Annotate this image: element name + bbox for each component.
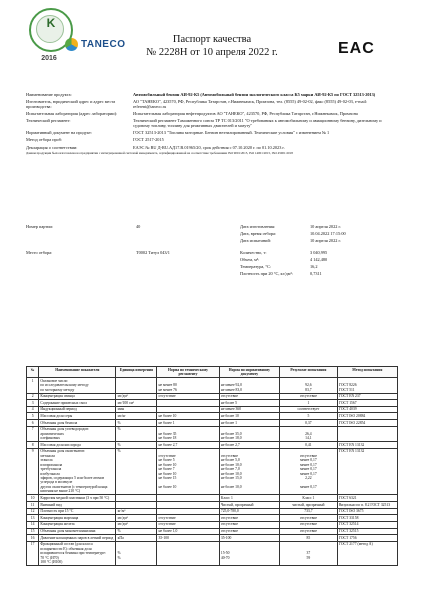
detail-value: 16,2 (310, 264, 318, 269)
table-cell: ГОСТ 32515 (337, 528, 397, 535)
table-cell (157, 400, 219, 407)
table-row (27, 400, 398, 407)
table-cell: 35-100 (219, 535, 279, 542)
table-row (27, 528, 398, 535)
table-cell: отсутствие (219, 521, 279, 528)
table-row (27, 413, 398, 420)
table-cell: 3 (27, 400, 39, 407)
table-cell: ГОСТ 32514 (337, 521, 397, 528)
detail-label: Температура, °С: (240, 264, 272, 269)
table-cell: Концентрация железа (39, 521, 116, 528)
table-cell: 16 (27, 535, 39, 542)
table-cell: % (116, 448, 157, 495)
detail-value: 0,7311 (310, 271, 322, 276)
table-cell: 26,4 14,1 (280, 426, 337, 442)
meta-value: АО "ТАНЕКО", 423570, РФ, Республика Татарстан, г.Нижнекамск, Промзона, тел. (8555) 49-02-02, факс (8555) 49-02-03, e-mail: referent@taneco.ru (133, 99, 368, 110)
meta-row (26, 118, 398, 128)
table-cell: 17 (27, 541, 39, 565)
meta-label: Нормативный документ на продукт: (26, 130, 93, 136)
table-cell: ГОСТ 2177 (метод А) (337, 541, 397, 565)
table-cell: 10 (27, 495, 39, 502)
table-cell: Визуально по п. 8.2 ГОСТ 32513 (337, 502, 397, 509)
table-cell: не менее 360 (219, 406, 279, 413)
column-header: Норма по нормативному документу (219, 367, 279, 378)
table-cell: ГОСТ ISO 3675 (337, 508, 397, 515)
table-cell: отсутствие (280, 521, 337, 528)
meta-label: Декларация о соответствии: (26, 144, 78, 150)
table-cell: ГОСТ EN 13132 (337, 442, 397, 449)
table-cell: отсутствие (280, 515, 337, 522)
table-row (27, 502, 398, 509)
table-row (27, 406, 398, 413)
table-cell (157, 541, 219, 565)
table-cell: чистый, прозрачный (280, 502, 337, 509)
table-cell: Объемная доля монометиланилина (39, 528, 116, 535)
table-cell: мин (116, 406, 157, 413)
table-cell: Концентрация марганца (39, 515, 116, 522)
table-cell: не более 1 (219, 420, 279, 427)
table-cell: отсутствие (157, 393, 219, 400)
table-cell (157, 406, 219, 413)
table-cell: 13 (27, 515, 39, 522)
table-cell: не более 1 (157, 420, 219, 427)
meta-value: Испытательная лаборатория нефтепродуктов АО "ТАНЕКО", 423570, РФ, Республика Татарстан, г.Нижнекамск, Промзона (133, 111, 358, 117)
table-cell: Содержание примесных смол (39, 400, 116, 407)
seal-emblem-icon: K (29, 8, 73, 52)
column-header: Норма по техническому регламенту (157, 367, 219, 378)
table-cell (337, 426, 397, 442)
table-cell: кг/м³ (116, 508, 157, 515)
table-cell: ГОСТ 1567 (337, 400, 397, 407)
table-cell: Индукционный период (39, 406, 116, 413)
table-cell: Октановое число: по исследовательскому методу по моторному методу (39, 378, 116, 394)
table-row (27, 426, 398, 442)
meta-label: Метод отбора проб: (26, 137, 63, 143)
table-cell: отсутствие (280, 393, 337, 400)
table-cell: мг/кг (116, 413, 157, 420)
meta-label: Изготовитель, юридический адрес и адрес места производства: (26, 99, 116, 110)
meta-row (26, 145, 398, 150)
table-row (27, 495, 398, 502)
table-cell: ГОСТ 8226 ГОСТ 511 (337, 378, 397, 394)
table-cell: ГОСТ 4039 (337, 406, 397, 413)
table-cell: Фракционный состав (для класса испаряемости Е): объемная доля испарившегося бензина при температуре: 70 °С (И70) 100 °С (И100) (39, 541, 116, 565)
table-cell (157, 502, 219, 509)
meta-label: Наименование продукта: (26, 92, 72, 97)
table-cell: Класс 1 (280, 495, 337, 502)
table-cell: отсутствие не более 5 не более 10 не более 7 не более 10 не более 15 не более 10 (157, 448, 219, 495)
table-cell: % % (116, 541, 157, 565)
table-cell: Концентрация свинца (39, 393, 116, 400)
seal-year: 2016 (41, 55, 57, 62)
table-cell: не более 10 (157, 413, 219, 420)
table-cell: ГОСТ EN 237 (337, 393, 397, 400)
table-row (27, 420, 398, 427)
meta-row (26, 137, 398, 142)
table-cell: не более 10 (219, 413, 279, 420)
table-cell: Чистый, прозрачный (219, 502, 279, 509)
table-row (27, 508, 398, 515)
brand-name: TANECO (81, 39, 126, 50)
eac-mark: EAC (338, 40, 375, 57)
document-meta (26, 92, 398, 158)
column-header: № (27, 367, 39, 378)
table-cell: Объемная доля углеводородов: ароматических олефиновых (39, 426, 116, 442)
table-cell: Плотность при 15 °С (39, 508, 116, 515)
iso-note: Данная продукция была изготовлена на предприятии с интегрированной системой менеджмента, сертифицированной на соответствие требованиям ISO 9001:2015, ISO 14001:2015, ISO 45001:2018 (26, 150, 293, 155)
table-cell: ГОСТ 1756 (337, 535, 397, 542)
table-cell: Массовая доля серы (39, 413, 116, 420)
batch-value: 40 (136, 224, 141, 229)
table-cell: Объемная доля оксигенатов: метанола этанола изопропанола третбутанола изобутанола эфиров, содержащих 5 или более атомов углерода в молекуле других оксигенатов (с температурой конца кипения не выше 210 °С) (39, 448, 116, 495)
table-cell: Класс 1 (219, 495, 279, 502)
meta-value: ЕАЭС № RU Д-RU.АД17.В.01965/20, срок действия с 07.10.2020 г. по 01.10.2023 г. (133, 144, 285, 150)
table-cell: не более 35 не более 18 (157, 426, 219, 442)
meta-row (26, 130, 398, 135)
table-cell: 8 (27, 442, 39, 449)
quality-table (26, 366, 398, 566)
table-cell: % (116, 426, 157, 442)
detail-value: 3 040,995 (310, 250, 328, 255)
table-row (27, 448, 398, 495)
table-cell: 733,7 (280, 508, 337, 515)
title-line-1: Паспорт качества (172, 34, 252, 45)
table-cell: мг/дм³ (116, 393, 157, 400)
table-cell: кПа (116, 535, 157, 542)
table-cell: отсутствие (157, 515, 219, 522)
table-cell: ГОСТ 6321 (337, 495, 397, 502)
column-header: Наименование показателя (39, 367, 116, 378)
table-cell: 5 (27, 413, 39, 420)
table-cell: не более 5 (219, 400, 279, 407)
column-header: Результат испытания (280, 367, 337, 378)
meta-value: Технический регламент Таможенного союза ТР ТС 013/2011 "О требованиях к автомобильному и авиационному бензину, дизельному и судовому топливу, топливу для реактивных двигателей и мазуту" (133, 118, 382, 129)
detail-label: Количество, т: (240, 250, 267, 255)
table-cell: 1 (27, 378, 39, 394)
meta-row (26, 99, 398, 109)
table-cell: отсутствие (219, 393, 279, 400)
detail-label: Объем, м³: (240, 257, 260, 262)
table-cell (157, 495, 219, 502)
detail-value: 10 апреля 2022 г. (310, 224, 341, 229)
table-cell: ГОСТ EN 13132 (337, 448, 397, 495)
table-cell: не более 2,7 (157, 442, 219, 449)
table-cell: 14 (27, 521, 39, 528)
table-row (27, 521, 398, 528)
table-cell: 15-50 40-70 (219, 541, 279, 565)
table-cell: 12 (27, 508, 39, 515)
table-cell: 15 (27, 528, 39, 535)
table-cell: мг/дм³ (116, 515, 157, 522)
table-cell: ГОСТ 33158 (337, 515, 397, 522)
table-cell: 0,37 (280, 420, 337, 427)
table-cell: ГОСТ ISO 22854 (337, 420, 397, 427)
table-cell (116, 495, 157, 502)
table-cell: % (116, 528, 157, 535)
detail-value: 4 142,480 (310, 257, 328, 262)
meta-label: Технический регламент: (26, 118, 71, 124)
table-cell: Массовая доля кислорода (39, 442, 116, 449)
table-row (27, 535, 398, 542)
table-cell: отсутствие (280, 528, 337, 535)
table-cell: % (116, 420, 157, 427)
table-cell: не менее 80 не менее 76 (157, 378, 219, 394)
meta-label: Испытательная лаборатория (адрес лаборатории): (26, 111, 118, 117)
table-cell: мг/дм³ (116, 521, 157, 528)
batch-label: Номер партии: (26, 224, 53, 229)
table-cell: 6 (27, 420, 39, 427)
table-cell: 2 (27, 393, 39, 400)
table-cell: Давление насыщенных паров в летний период (39, 535, 116, 542)
table-cell: мг/100 см³ (116, 400, 157, 407)
detail-value: 10 апреля 2022 г. (310, 238, 341, 243)
detail-label: Дата изготовления: (240, 224, 276, 229)
table-row (27, 541, 398, 565)
table-cell: отсутствие (157, 521, 219, 528)
table-cell: 37 59 (280, 541, 337, 565)
table-cell: 11 (27, 502, 39, 509)
table-cell: не более 1,0 (157, 528, 219, 535)
table-cell (116, 378, 157, 394)
table-cell: 92,6 83,7 (280, 378, 337, 394)
sampling-place-value: Т0002 Титул 043/1 (136, 250, 170, 255)
table-cell (157, 508, 219, 515)
meta-row (26, 111, 398, 116)
meta-row (26, 92, 398, 97)
table-cell: 4 (27, 406, 39, 413)
table-cell: 0,41 (280, 442, 337, 449)
title-line-2: № 2228Н от 10 апреля 2022 г. (146, 47, 278, 59)
table-cell: отсутствие (219, 515, 279, 522)
table-row (27, 378, 398, 394)
table-cell (116, 502, 157, 509)
table-cell: не менее 92,0 не менее 83,0 (219, 378, 279, 394)
table-cell: отсутствие не более 5,0 не более 10,0 не более 7,0 не более 10,0 не более 15,0 не более 10,0 (219, 448, 279, 495)
table-cell: отсутствие менее 0,17 менее 0,17 менее 0,17 менее 0,17 2,22 менее 0,17 (280, 448, 337, 495)
table-cell: соответствует (280, 406, 337, 413)
meta-value: Автомобильный бензин АИ-92-К5 (Автомобильный бензин экологического класса К5 марки АИ-92-К5 по ГОСТ 32513-2013) (133, 92, 376, 97)
detail-label: Дата, время отбора: (240, 231, 277, 236)
table-cell: 1 (280, 400, 337, 407)
detail-value: 10.04.2022 17:15:00 (310, 231, 346, 236)
table-cell: Коррозия медной пластинки (3 ч при 50 °С) (39, 495, 116, 502)
table-header-row (27, 367, 398, 378)
table-cell: Внешний вид (39, 502, 116, 509)
sampling-place-label: Место отбора: (26, 250, 53, 255)
table-cell: 35-100 (157, 535, 219, 542)
column-header: Единица измерения (116, 367, 157, 378)
table-cell: ГОСТ ISO 20884 (337, 413, 397, 420)
column-header: Метод испытания (337, 367, 397, 378)
table-row (27, 393, 398, 400)
table-cell: не более 35,0 не более 18,0 (219, 426, 279, 442)
table-cell: 85 (280, 535, 337, 542)
meta-value: ГОСТ 32513-2013 "Топлива моторные. Бензин неэтилированный. Технические условия" с изменением № 1 (133, 130, 330, 136)
table-cell: не более 2,7 (219, 442, 279, 449)
table-cell: отсутствие (219, 528, 279, 535)
detail-label: Дата испытаний: (240, 238, 271, 243)
detail-label: Плотность при 20 °С, кг/дм³: (240, 271, 293, 276)
table-cell: 725,0-780,0 (219, 508, 279, 515)
table-cell: Объемная доля бензола (39, 420, 116, 427)
table-cell: % (116, 442, 157, 449)
table-row (27, 515, 398, 522)
meta-value: ГОСТ 2517-2015 (133, 137, 164, 143)
table-row (27, 442, 398, 449)
table-cell: 9 (27, 448, 39, 495)
table-cell: 5 (280, 413, 337, 420)
table-cell: 7 (27, 426, 39, 442)
